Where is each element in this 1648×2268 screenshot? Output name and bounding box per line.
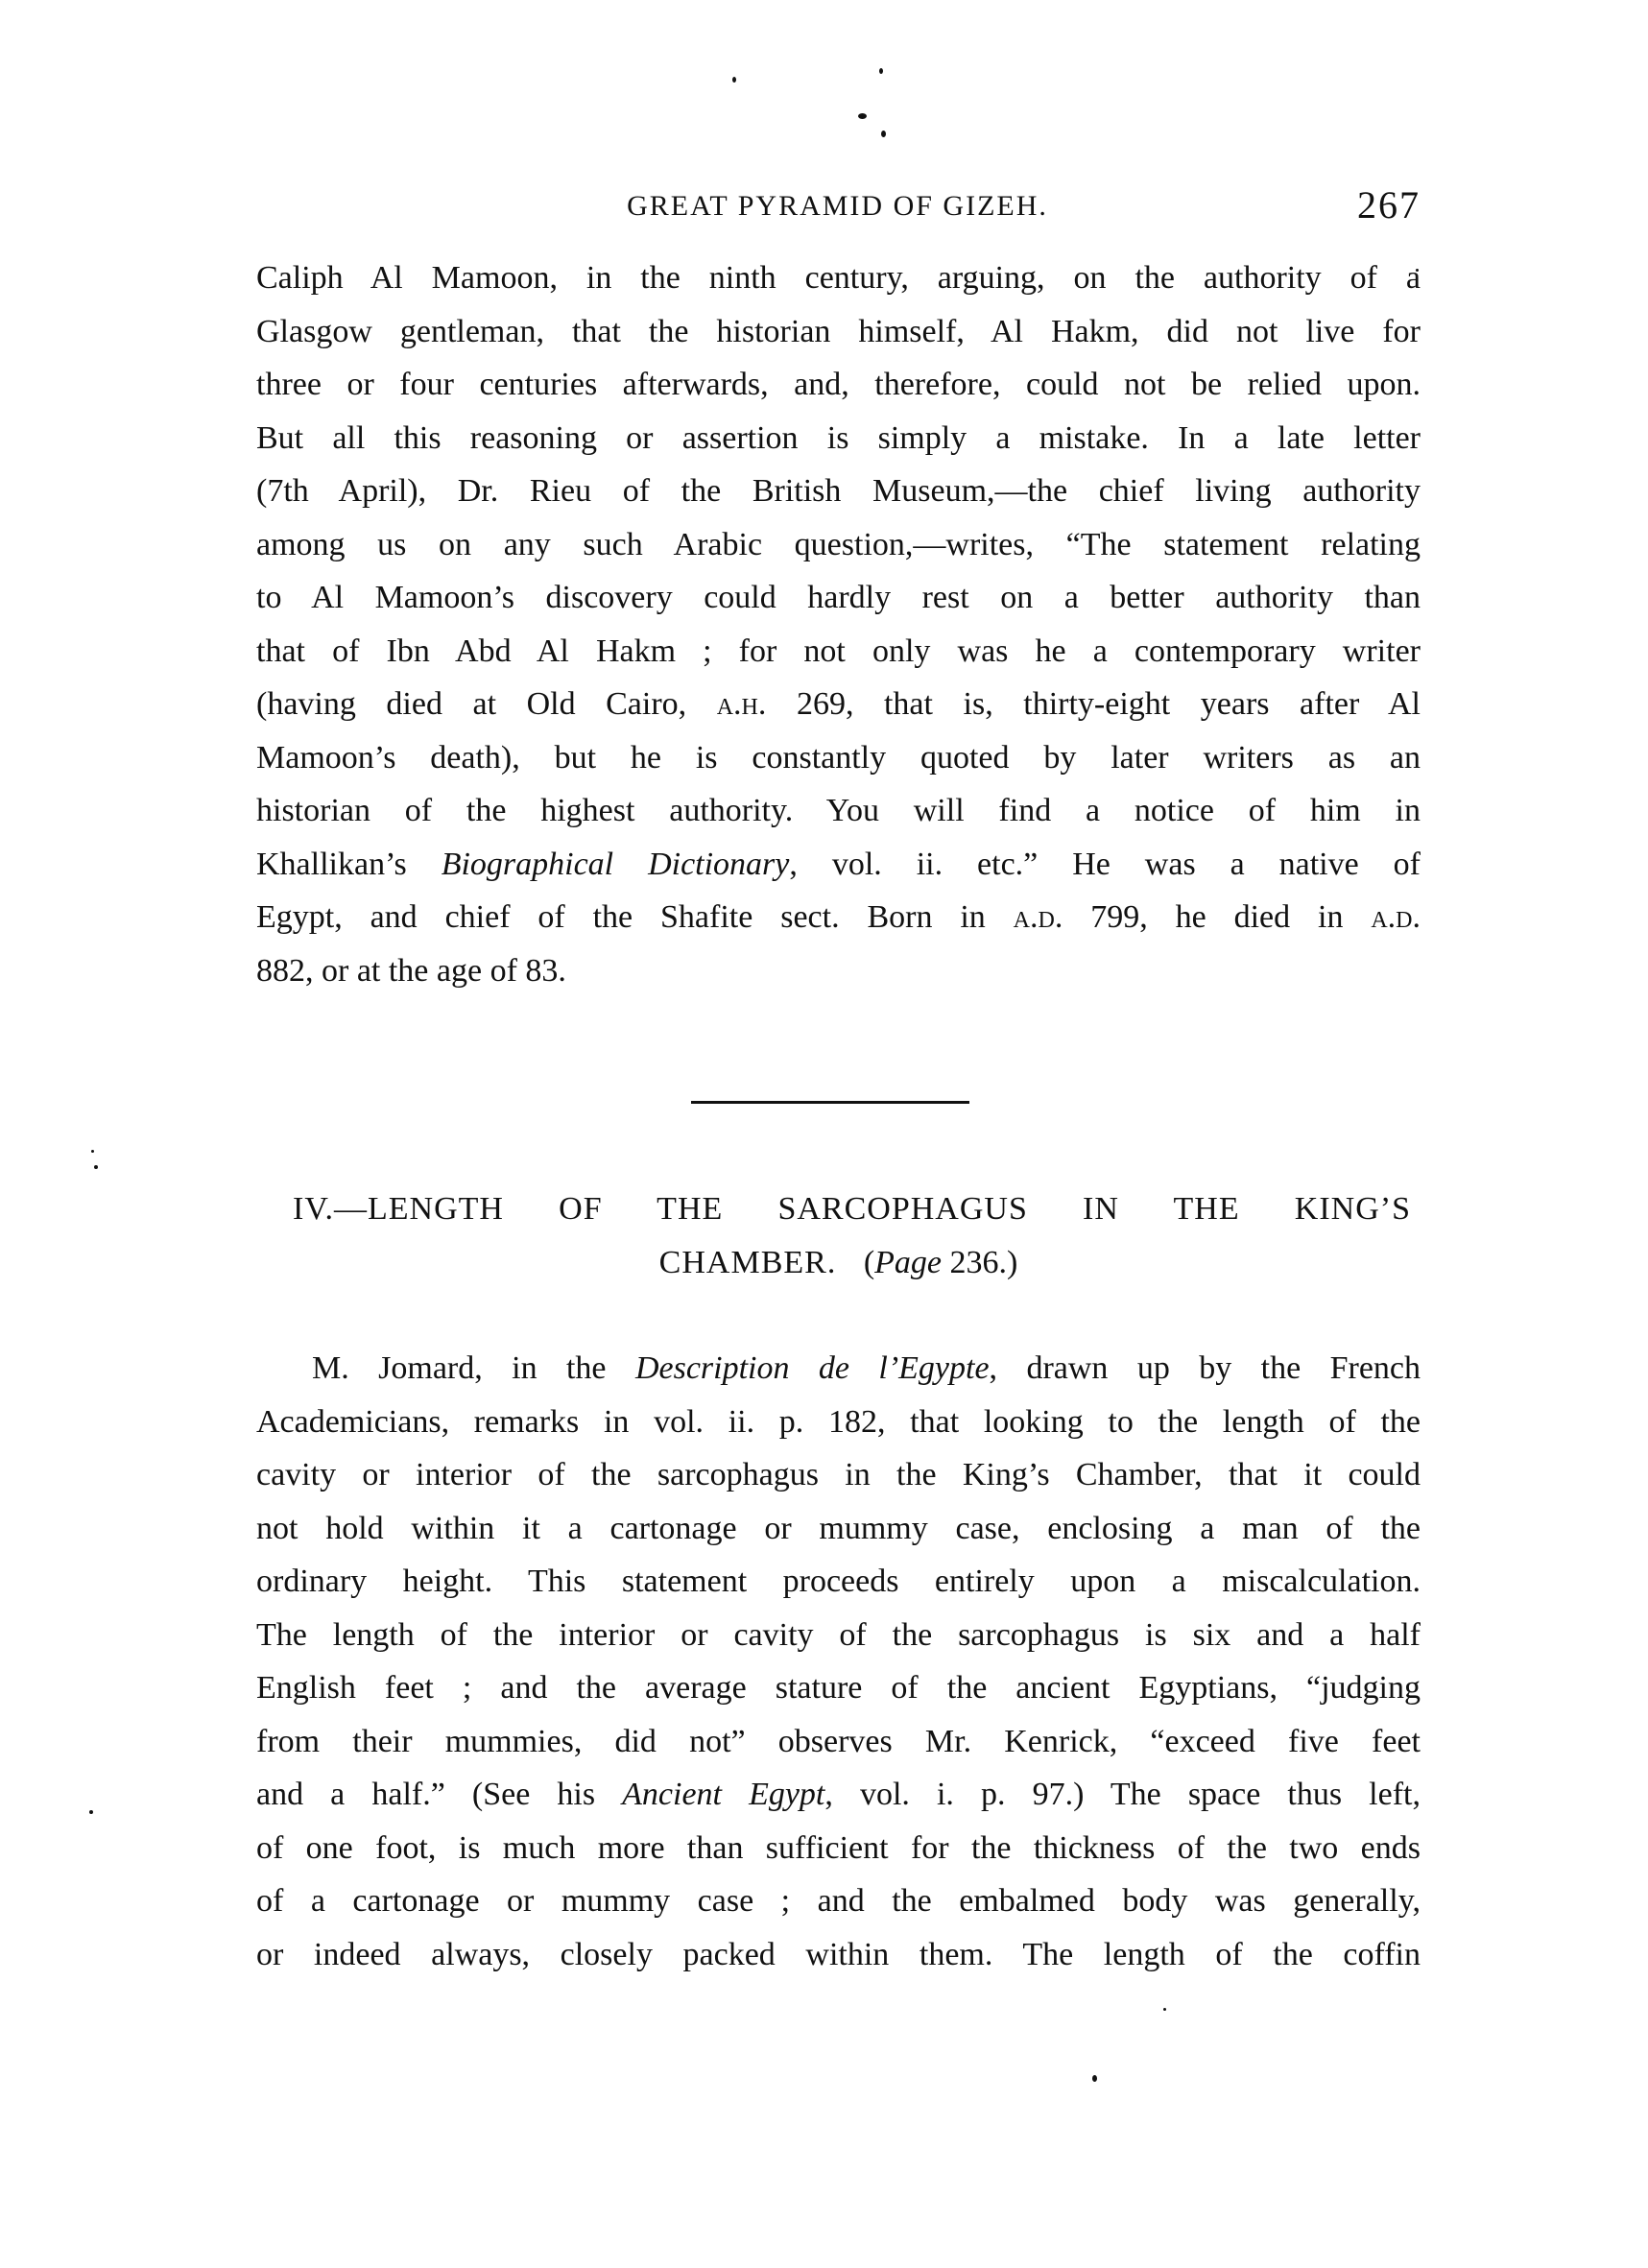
text-line: of one foot, is much more than sufficient for the thickness of the two ends (256, 1829, 1421, 1866)
text-line: (7th April), Dr. Rieu of the British Museum,—the chief living authority (256, 473, 1421, 509)
text-run: 269, that is, thirty-eight years after Al (766, 686, 1421, 722)
scan-speck (89, 1810, 93, 1814)
text-line: Mamoon’s death), but he is constantly quoted by later writers as an (256, 739, 1421, 776)
scan-speck (91, 1150, 94, 1153)
text-line: that of Ibn Abd Al Hakm ; for not only was he a contemporary writer (256, 633, 1421, 669)
page-number: 267 (1357, 183, 1421, 227)
paragraph (256, 1342, 1421, 1981)
text-line (256, 838, 1421, 892)
text-line: of a cartonage or mummy case ; and the embalmed body was generally, (256, 1883, 1421, 1919)
section-heading-line (256, 1236, 1421, 1290)
running-head (254, 182, 1421, 240)
text-run: , vol. i. p. 97.) The space thus left, (824, 1777, 1421, 1812)
text-line: not hold within it a cartonage or mummy case, enclosing a man of the (256, 1510, 1421, 1546)
scan-speck (94, 1165, 98, 1169)
text-line: from their mummies, did not” observes Mr. Kenrick, “exceed five feet (256, 1723, 1421, 1759)
text-line: But all this reasoning or assertion is simply a mistake. In a late letter (256, 419, 1421, 456)
era-abbreviation: a.h. (716, 686, 767, 722)
text-run: Khallikan’s (256, 846, 442, 882)
text-run: , drawn up by the French (989, 1350, 1421, 1386)
text-run: M. Jomard, in the (312, 1350, 635, 1386)
text-line (256, 1768, 1421, 1822)
text-line: three or four centuries afterwards, and, therefore, could not be relied upon. (256, 367, 1421, 402)
text-run: , vol. ii. etc.” He was a native of (789, 846, 1421, 882)
era-abbreviation: a.d. (1013, 899, 1063, 935)
text-line: English feet ; and the average stature of the ancient Egyptians, “judging (256, 1670, 1421, 1706)
text-line (256, 891, 1421, 944)
scan-speck (1163, 2008, 1166, 2011)
text-run: and a half.” (See his (256, 1777, 623, 1812)
text-line: historian of the highest authority. You will find a notice of him in (256, 793, 1421, 828)
section-divider (691, 1101, 969, 1104)
text-run: Egypt, and chief of the Shafite sect. Born in (256, 899, 1014, 935)
page-reference: (Page 236.) (863, 1245, 1018, 1280)
text-line (256, 678, 1421, 731)
book-title: Ancient Egypt (622, 1777, 825, 1812)
scan-speck (858, 113, 867, 119)
text-run: (having died at Old Cairo, (256, 686, 717, 722)
text-line: or indeed always, closely packed within them. The length of the coffin (256, 1936, 1421, 1972)
scan-speck (879, 68, 883, 74)
text-line: ordinary height. This statement proceeds entirely upon a miscalculation. (256, 1564, 1421, 1599)
section-heading-line: IV.—LENGTH OF THE SARCOPHAGUS IN THE KING’S (293, 1191, 1411, 1227)
text-line: among us on any such Arabic question,—writes, “The statement relating (256, 526, 1421, 562)
page-reference-number: 236. (949, 1245, 1007, 1280)
text-line: Caliph Al Mamoon, in the ninth century, arguing, on the authority of a (256, 260, 1421, 296)
book-title: Biographical Dictionary (441, 846, 790, 882)
text-run: 799, he died in (1063, 899, 1372, 935)
text-line: Glasgow gentleman, that the historian himself, Al Hakm, did not live for (256, 313, 1421, 349)
page-reference-label: Page (874, 1245, 942, 1280)
running-title: GREAT PYRAMID OF GIZEH. (627, 190, 1048, 222)
scan-speck (1092, 2075, 1097, 2082)
scan-speck (881, 131, 886, 137)
scan-speck (732, 77, 736, 83)
paragraph-continuation (256, 251, 1421, 997)
text-line: to Al Mamoon’s discovery could hardly rest on a better authority than (256, 580, 1421, 615)
text-line: 882, or at the age of 83. (256, 952, 566, 989)
text-line: cavity or interior of the sarcophagus in the King’s Chamber, that it could (256, 1457, 1421, 1492)
era-abbreviation: a.d. (1371, 899, 1421, 935)
book-title: Description de l’Egypte (634, 1350, 990, 1386)
text-line: Academicians, remarks in vol. ii. p. 182, that looking to the length of the (256, 1403, 1421, 1440)
text-line (256, 1342, 1421, 1396)
text-line: The length of the interior or cavity of the sarcophagus is six and a half (256, 1616, 1421, 1653)
section-heading (256, 1182, 1421, 1290)
section-heading-text: CHAMBER. (658, 1245, 837, 1280)
